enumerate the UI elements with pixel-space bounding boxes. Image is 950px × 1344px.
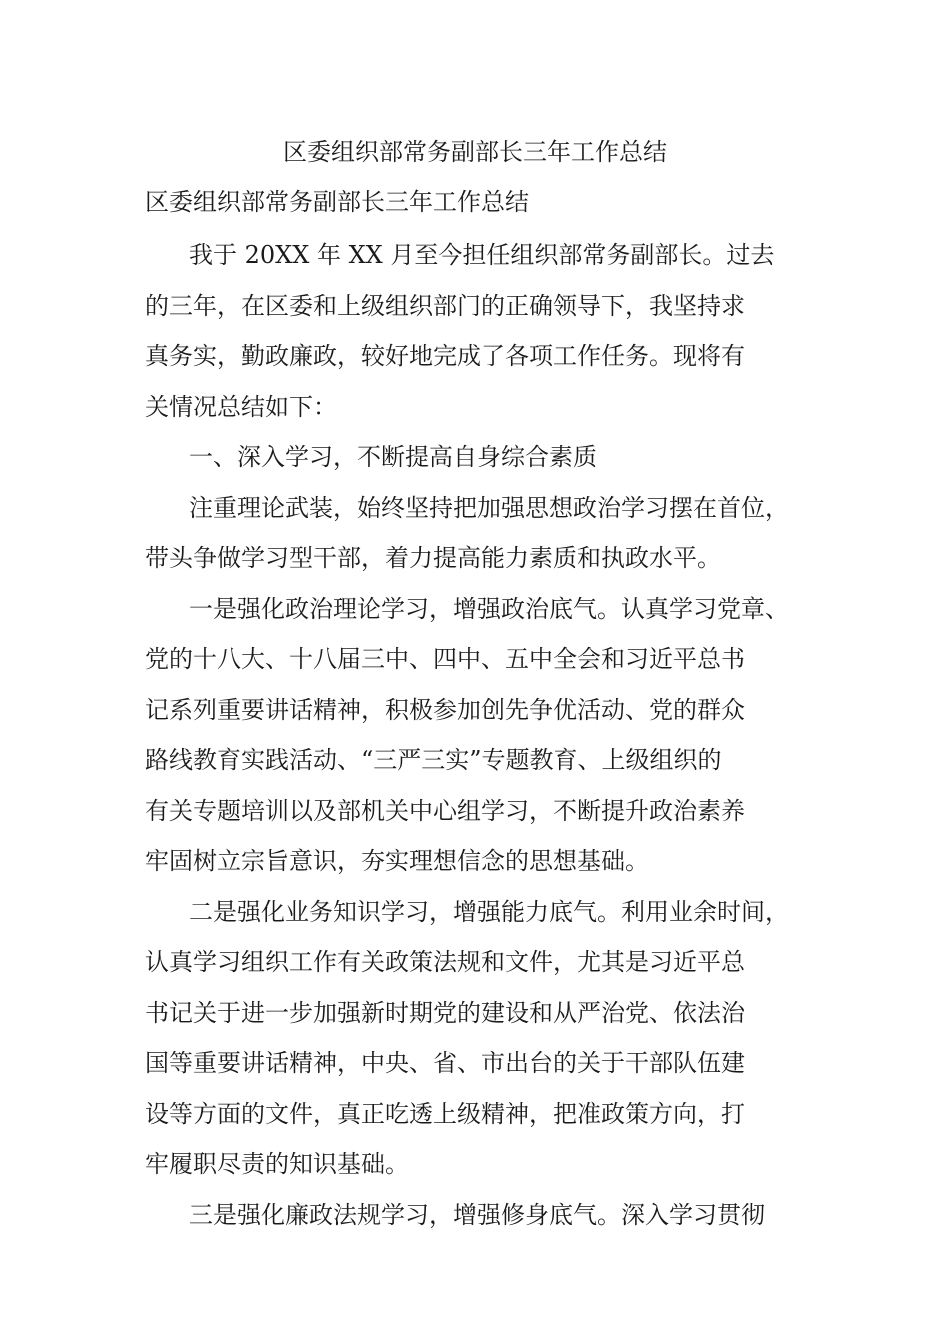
text-line: 一、深入学习，不断提高自身综合素质	[189, 443, 597, 471]
text-line: 认真学习组织工作有关政策法规和文件，尤其是习近平总	[145, 948, 745, 976]
text-line: 设等方面的文件，真正吃透上级精神，把准政策方向，打	[145, 1099, 745, 1128]
text-line: 关情况总结如下：	[145, 392, 337, 421]
section-heading	[145, 432, 835, 483]
document-title: 区委组织部常务副部长三年工作总结	[283, 138, 667, 166]
text-line: 二是强化业务知识学习，增强能力底气。利用业余时间，	[189, 897, 789, 926]
document-body	[145, 230, 835, 1240]
text-line: 真务实，勤政廉政，较好地完成了各项工作任务。现将有	[145, 342, 745, 370]
text-line: 牢固树立宗旨意识，夯实理想信念的思想基础。	[145, 847, 649, 875]
paragraph	[145, 584, 835, 887]
text-line: 一是强化政治理论学习，增强政治底气。认真学习党章、	[189, 594, 789, 623]
text-line: 带头争做学习型干部，着力提高能力素质和执政水平。	[145, 544, 721, 572]
text-line: 书记关于进一步加强新时期党的建设和从严治党、依法治	[145, 998, 745, 1027]
text-line: 我于 20XX 年 XX 月至今担任组织部常务副部长。过去	[189, 241, 775, 269]
document-subtitle: 区委组织部常务副部长三年工作总结	[145, 188, 529, 216]
paragraph	[145, 1190, 835, 1241]
text-line: 记系列重要讲话精神，积极参加创先争优活动、党的群众	[145, 695, 745, 724]
text-line: 的三年，在区委和上级组织部门的正确领导下，我坚持求	[145, 291, 745, 320]
paragraph	[145, 483, 835, 584]
text-line: 党的十八大、十八届三中、四中、五中全会和习近平总书	[145, 645, 745, 673]
paragraph	[145, 887, 835, 1190]
text-line: 牢履职尽责的知识基础。	[145, 1150, 409, 1178]
text-line: 国等重要讲话精神，中央、省、市出台的关于干部队伍建	[145, 1049, 745, 1077]
paragraph	[145, 230, 835, 432]
text-line: 注重理论武装，始终坚持把加强思想政治学习摆在首位，	[189, 493, 789, 522]
text-line: 路线教育实践活动、“三严三实”专题教育、上级组织的	[145, 746, 722, 774]
text-line: 有关专题培训以及部机关中心组学习，不断提升政治素养	[145, 796, 745, 825]
text-line: 三是强化廉政法规学习，增强修身底气。深入学习贯彻	[189, 1200, 765, 1229]
